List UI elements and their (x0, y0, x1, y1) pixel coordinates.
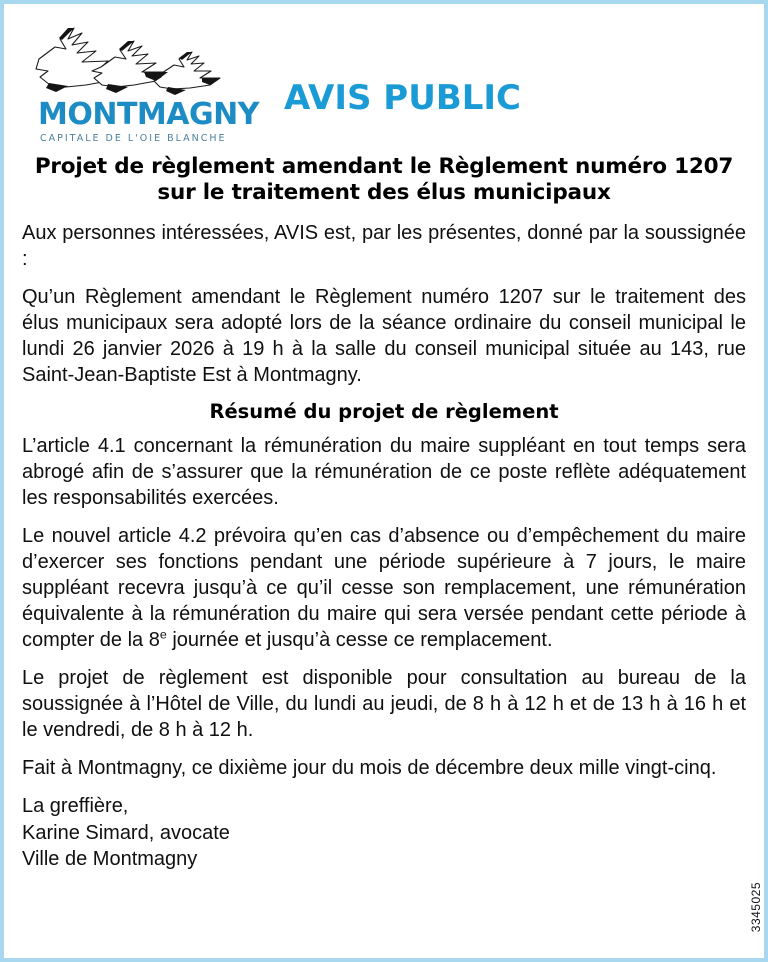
signature-role: La greffière, (22, 794, 129, 817)
page-title: Projet de règlement amendant le Règlement numéro 1207 sur le traitement des élus municipaux (34, 154, 734, 206)
intro-paragraph: Aux personnes intéressées, AVIS est, par les présentes, donné par la soussignée : (22, 222, 746, 271)
adoption-paragraph: Qu’un Règlement amendant le Règlement numéro 1207 sur le traitement des élus municipaux sera adopté lors de la séance ordinaire du conseil municipal le lundi 26 janvier 2026 à 19 h à la salle du conseil municipal située au 143, rue Saint-Jean-Baptiste Est à Montmagny. (22, 286, 746, 387)
logo-tagline: CAPITALE DE L'OIE BLANCHE (40, 133, 227, 144)
reference-code: 3345025 (749, 881, 763, 932)
article-41-paragraph: L’article 4.1 concernant la rémunération du maire suppléant en tout temps sera abrogé afin de s’assurer que la rémunération de ce poste reflète adéquatement les responsabilités exercées. (22, 434, 746, 509)
signature-block (22, 793, 746, 873)
montmagny-logo (22, 15, 259, 144)
article-42-text-tail: journée et jusqu’à cesse ce remplacement. (166, 628, 553, 651)
signature-organization: Ville de Montmagny (22, 848, 198, 871)
section-heading-summary: Résumé du projet de règlement (209, 400, 559, 424)
ordinal-suffix: e (159, 627, 167, 642)
consultation-paragraph: Le projet de règlement est disponible pour consultation au bureau de la soussignée à l’Hôtel de Ville, du lundi au jeudi, de 8 h à 12 h et de 13 h à 16 h et le vendredi, de 8 h à 12 h. (22, 666, 746, 741)
flying-geese-icon (22, 15, 238, 99)
logo-wordmark: MONTMAGNY (38, 97, 259, 132)
signature-name: Karine Simard, avocate (22, 821, 230, 844)
article-42-text-lead: Le nouvel article 4.2 prévoira qu’en cas d’absence ou d’empêchement du maire d’exercer ses fonctions pendant une période supérieure à 7 jours, le maire suppléant recevra jusqu’à ce qu’il cesse son remplacement, une rémunération équivalente à la rémunération du maire qui sera versée pendant cette période à compter de la 8 (22, 524, 746, 651)
document-body (4, 154, 764, 873)
article-42-paragraph (22, 523, 746, 653)
document-header (4, 4, 764, 144)
banner-title: AVIS PUBLIC (284, 78, 522, 118)
closing-paragraph: Fait à Montmagny, ce dixième jour du mois de décembre deux mille vingt-cinq. (22, 756, 717, 779)
